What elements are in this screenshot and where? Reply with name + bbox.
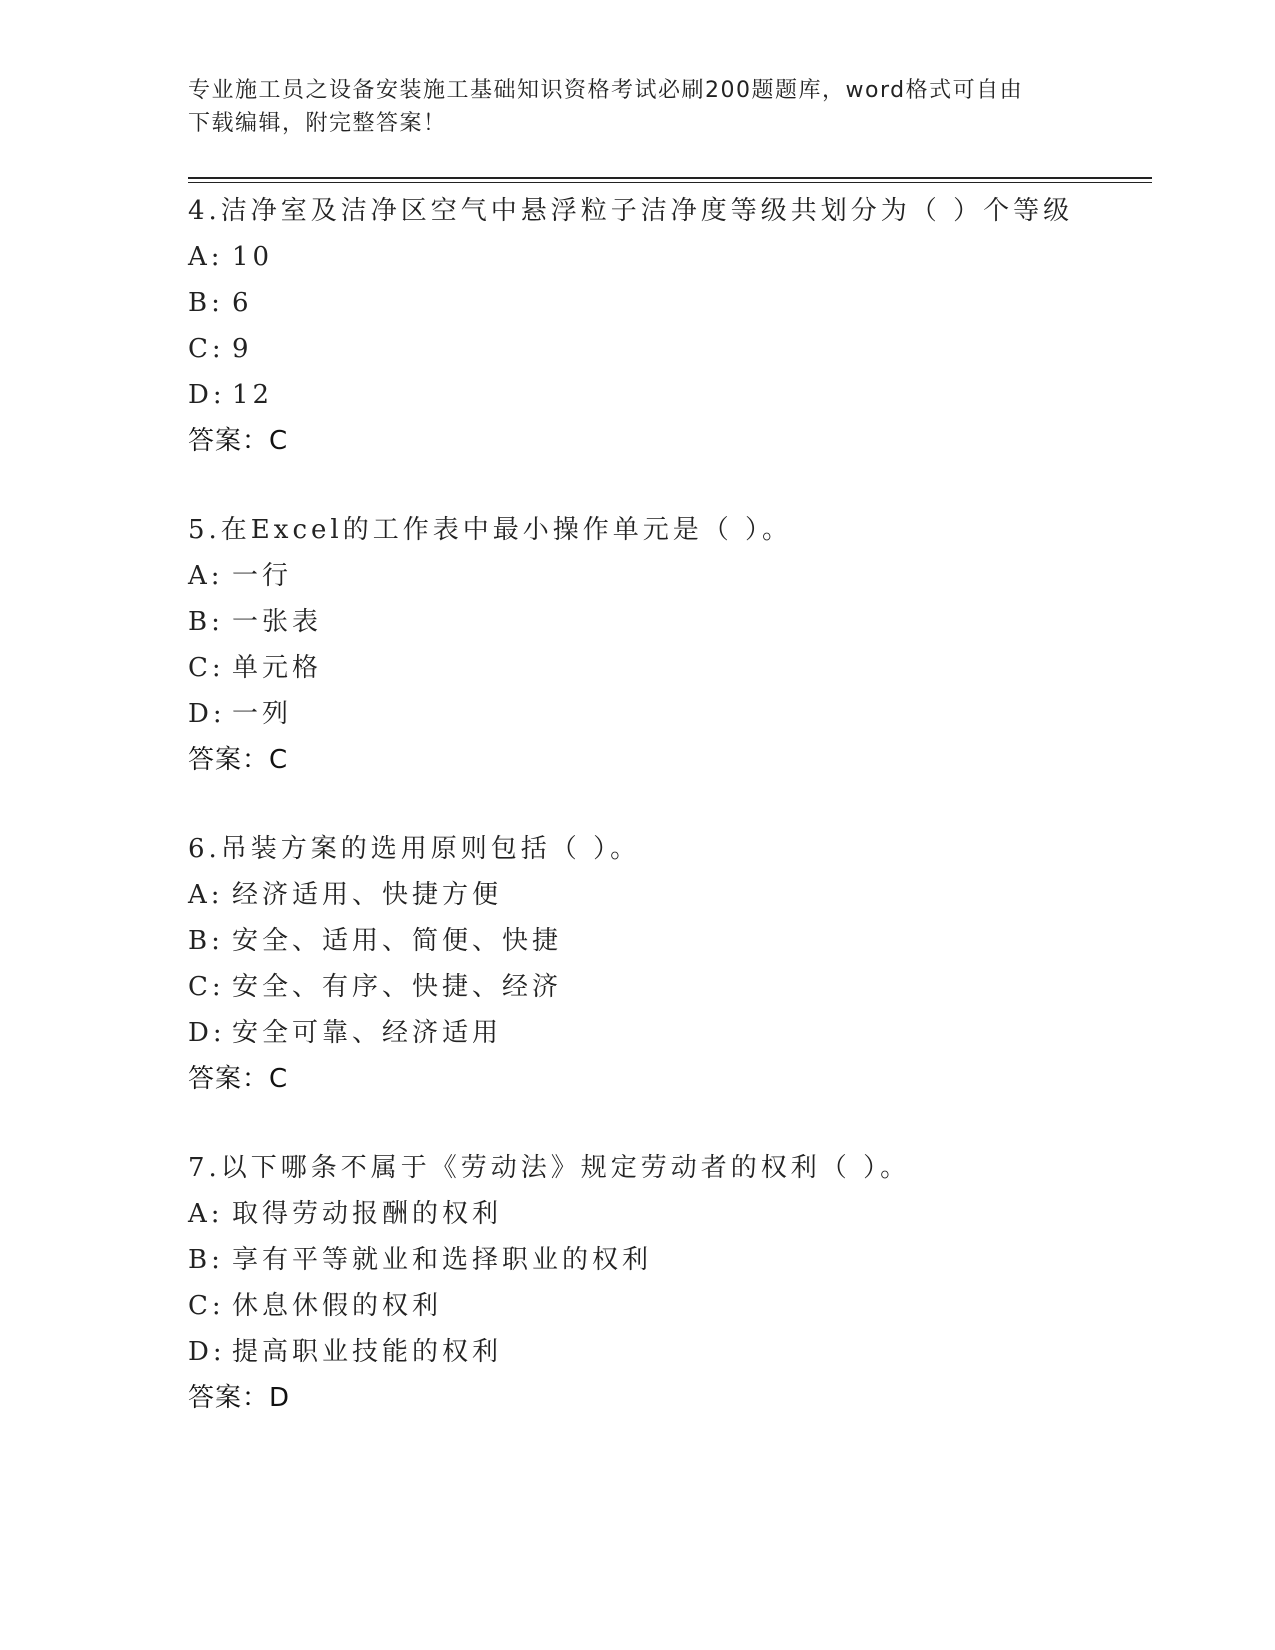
option-text: 安全、适用、简便、快捷 xyxy=(232,926,563,956)
option-a xyxy=(188,234,1148,280)
option-text: 休息休假的权利 xyxy=(232,1291,443,1321)
option-text: 6 xyxy=(232,288,253,318)
option-text: 取得劳动报酬的权利 xyxy=(232,1199,503,1229)
option-c xyxy=(188,1283,1148,1329)
header-line-2: 下载编辑，附完整答案！ xyxy=(188,111,447,136)
header-divider-thin xyxy=(188,182,1152,183)
option-letter: D: xyxy=(188,699,226,729)
header-line-1: 专业施工员之设备安装施工基础知识资格考试必刷200题题库，word格式可自由 xyxy=(188,78,1024,103)
option-letter: B: xyxy=(188,1245,224,1275)
option-d xyxy=(188,1010,1148,1056)
document-header xyxy=(188,74,1088,140)
option-letter: D: xyxy=(188,1018,226,1048)
option-letter: C: xyxy=(188,334,225,364)
option-text: 12 xyxy=(232,380,274,410)
question-6 xyxy=(188,826,1148,1102)
answer-line: 答案：D xyxy=(188,1383,291,1413)
option-letter: D: xyxy=(188,380,226,410)
option-text: 10 xyxy=(232,242,274,272)
question-stem: 5.在Excel的工作表中最小操作单元是（ ）。 xyxy=(188,515,792,545)
option-text: 一列 xyxy=(232,699,293,729)
option-text: 经济适用、快捷方便 xyxy=(232,880,503,910)
option-d xyxy=(188,372,1148,418)
option-a xyxy=(188,1191,1148,1237)
option-text: 享有平等就业和选择职业的权利 xyxy=(232,1245,653,1275)
option-c xyxy=(188,964,1148,1010)
option-text: 安全可靠、经济适用 xyxy=(232,1018,503,1048)
question-stem: 4.洁净室及洁净区空气中悬浮粒子洁净度等级共划分为（ ）个等级 xyxy=(188,196,1074,226)
option-letter: A: xyxy=(188,561,224,591)
option-letter: B: xyxy=(188,607,224,637)
answer-line: 答案：C xyxy=(188,1064,289,1094)
option-a xyxy=(188,872,1148,918)
option-a xyxy=(188,553,1148,599)
option-b xyxy=(188,1237,1148,1283)
option-letter: D: xyxy=(188,1337,226,1367)
question-stem: 7.以下哪条不属于《劳动法》规定劳动者的权利（ ）。 xyxy=(188,1153,911,1183)
option-c xyxy=(188,645,1148,691)
option-text: 一张表 xyxy=(232,607,323,637)
question-7 xyxy=(188,1145,1148,1421)
option-letter: A: xyxy=(188,1199,224,1229)
question-stem: 6.吊装方案的选用原则包括（ ）。 xyxy=(188,834,641,864)
option-letter: A: xyxy=(188,242,224,272)
option-text: 一行 xyxy=(232,561,293,591)
option-b xyxy=(188,918,1148,964)
option-d xyxy=(188,691,1148,737)
question-4 xyxy=(188,188,1148,464)
option-letter: C: xyxy=(188,1291,225,1321)
option-text: 提高职业技能的权利 xyxy=(232,1337,503,1367)
header-divider-thick xyxy=(188,177,1152,179)
option-b xyxy=(188,599,1148,645)
option-d xyxy=(188,1329,1148,1375)
option-letter: A: xyxy=(188,880,224,910)
option-letter: C: xyxy=(188,972,225,1002)
answer-line: 答案：C xyxy=(188,426,289,456)
answer-line: 答案：C xyxy=(188,745,289,775)
option-letter: C: xyxy=(188,653,225,683)
option-text: 单元格 xyxy=(232,653,323,683)
option-letter: B: xyxy=(188,288,224,318)
option-c xyxy=(188,326,1148,372)
question-list xyxy=(188,188,1148,1464)
option-text: 9 xyxy=(232,334,253,364)
option-text: 安全、有序、快捷、经济 xyxy=(232,972,563,1002)
option-letter: B: xyxy=(188,926,224,956)
option-b xyxy=(188,280,1148,326)
question-5 xyxy=(188,507,1148,783)
